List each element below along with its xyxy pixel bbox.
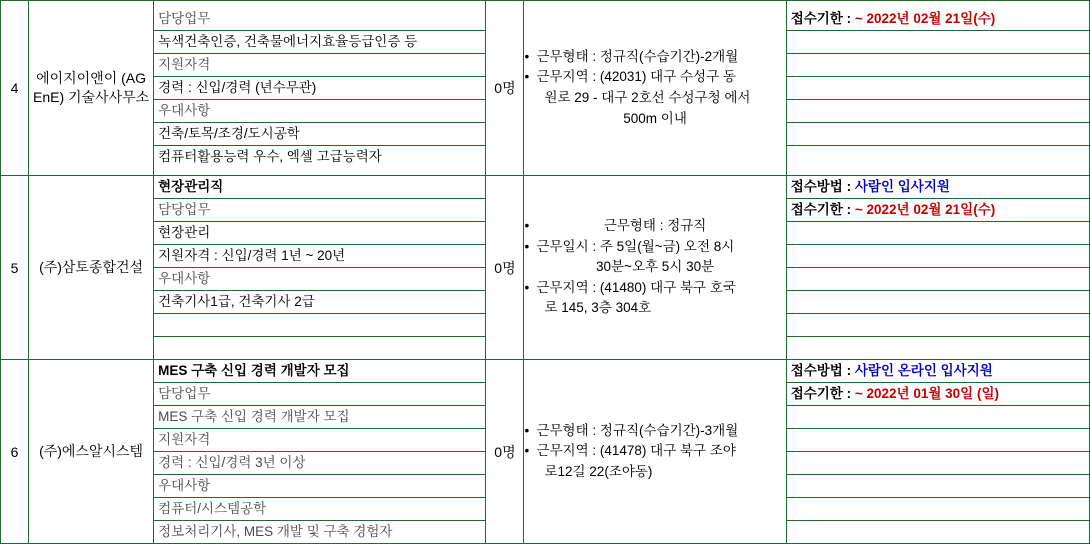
apply-info-line (787, 452, 1089, 475)
work-conditions-cell (524, 360, 786, 544)
job-detail-line: 경력 : 신입/경력 3년 이상 (154, 452, 485, 475)
work-conditions-cell (524, 176, 786, 360)
job-detail-line (154, 337, 485, 360)
apply-info-line (787, 314, 1089, 337)
job-detail-line: MES 구축 신입 경력 개발자 모집 (154, 406, 485, 429)
apply-info-line (787, 77, 1089, 100)
job-detail-line: 우대사항 (154, 100, 485, 123)
company-name: 에이지이앤이 (AG EnE) 기술사사무소 (29, 1, 154, 176)
job-detail-line: 경력 : 신입/경력 (년수무관) (154, 77, 485, 100)
work-condition-line: 30분~오후 5시 30분 (596, 259, 715, 275)
apply-info-value: ~ 2022년 02월 21일(수) (854, 11, 996, 26)
work-condition-line: • 근무지역 : (42031) 대구 수성구 동 (524, 67, 785, 87)
apply-info-label: 접수기한 : (790, 386, 852, 401)
apply-info-line (787, 429, 1089, 452)
table-row (1, 360, 1090, 544)
work-condition-line: • 근무형태 : 정규직(수습기간)-2개월 (524, 47, 785, 67)
work-condition-line: 원로 29 - 대구 2호선 수성구청 에서 (544, 90, 751, 105)
job-detail-line: 컴퓨터/시스템공학 (154, 498, 485, 521)
work-condition-line: 로12길 22(조야동) (544, 463, 653, 479)
work-condition-line: • 근무형태 : 정규직(수습기간)-3개월 (524, 421, 785, 441)
apply-info-value: ~ 2022년 02월 21일(수) (854, 202, 996, 217)
job-detail-cell (154, 1, 486, 176)
row-index: 4 (1, 1, 29, 176)
apply-info-line (787, 406, 1089, 429)
work-condition-line: 로 145, 3층 304호 (544, 300, 652, 316)
job-detail-cell (154, 176, 486, 360)
row-index: 6 (1, 360, 29, 544)
work-condition-line: • 근무지역 : (41480) 대구 북구 호국 (524, 278, 785, 298)
apply-info-value: 사람인 온라인 입사지원 (854, 363, 993, 378)
apply-info-line (787, 291, 1089, 314)
apply-info-line (787, 146, 1089, 169)
apply-info-line (787, 54, 1089, 77)
apply-info-label: 접수방법 : (790, 363, 852, 378)
job-detail-line: 우대사항 (154, 475, 485, 498)
apply-info-line (787, 245, 1089, 268)
apply-info-line (787, 521, 1089, 544)
job-detail-line: 우대사항 (154, 268, 485, 291)
apply-info-line (787, 176, 1089, 199)
apply-info-line (787, 199, 1089, 222)
apply-info-line (787, 475, 1089, 498)
table-row (1, 176, 1090, 360)
work-condition-line: 500m 이내 (623, 110, 687, 126)
hire-count: 0명 (486, 176, 524, 360)
apply-info-line (787, 268, 1089, 291)
apply-info-value: 사람인 입사지원 (854, 179, 950, 194)
job-detail-line: 정보처리기사, MES 개발 및 구축 경험자 (154, 521, 485, 544)
apply-info-label: 접수기한 : (790, 202, 852, 217)
job-detail-line: 현장관리직 (154, 176, 485, 199)
apply-info-line (787, 360, 1089, 383)
job-detail-line: 담당업무 (154, 199, 485, 222)
apply-info-cell (786, 360, 1089, 544)
apply-info-line (787, 31, 1089, 54)
apply-info-line (787, 498, 1089, 521)
job-detail-line: 컴퓨터활용능력 우수, 엑셀 고급능력자 (154, 146, 485, 169)
apply-info-line (787, 8, 1089, 31)
work-conditions-cell (524, 1, 786, 176)
job-detail-line: 담당업무 (154, 8, 485, 31)
apply-info-line (787, 222, 1089, 245)
job-detail-line: MES 구축 신입 경력 개발자 모집 (154, 360, 485, 383)
table-row (1, 1, 1090, 176)
apply-info-line (787, 100, 1089, 123)
company-name: (주)삼토종합건설 (29, 176, 154, 360)
apply-info-line (787, 383, 1089, 406)
work-condition-line: • 근무형태 : 정규직 (524, 216, 785, 236)
apply-info-line (787, 337, 1089, 360)
work-condition-line: • 근무일시 : 주 5일(월~금) 오전 8시 (524, 237, 785, 257)
apply-info-cell (786, 176, 1089, 360)
job-detail-line: 현장관리 (154, 222, 485, 245)
job-detail-line: 건축/토목/조경/도시공학 (154, 123, 485, 146)
hire-count: 0명 (486, 360, 524, 544)
apply-info-label: 접수방법 : (790, 179, 852, 194)
job-detail-line: 담당업무 (154, 383, 485, 406)
hire-count: 0명 (486, 1, 524, 176)
work-condition-line: • 근무지역 : (41478) 대구 북구 조야 (524, 441, 785, 461)
company-name: (주)에스알시스템 (29, 360, 154, 544)
job-detail-line: 지원자격 : 신입/경력 1년 ~ 20년 (154, 245, 485, 268)
job-detail-line: 지원자격 (154, 54, 485, 77)
job-detail-line: 건축기사1급, 건축기사 2급 (154, 291, 485, 314)
job-detail-line (154, 314, 485, 337)
apply-info-line (787, 123, 1089, 146)
job-detail-cell (154, 360, 486, 544)
apply-info-label: 접수기한 : (790, 11, 852, 26)
apply-info-value: ~ 2022년 01월 30일 (일) (854, 386, 999, 401)
row-index: 5 (1, 176, 29, 360)
apply-info-cell (786, 1, 1089, 176)
job-detail-line: 지원자격 (154, 429, 485, 452)
job-detail-line: 녹색건축인증, 건축물에너지효율등급인증 등 (154, 31, 485, 54)
